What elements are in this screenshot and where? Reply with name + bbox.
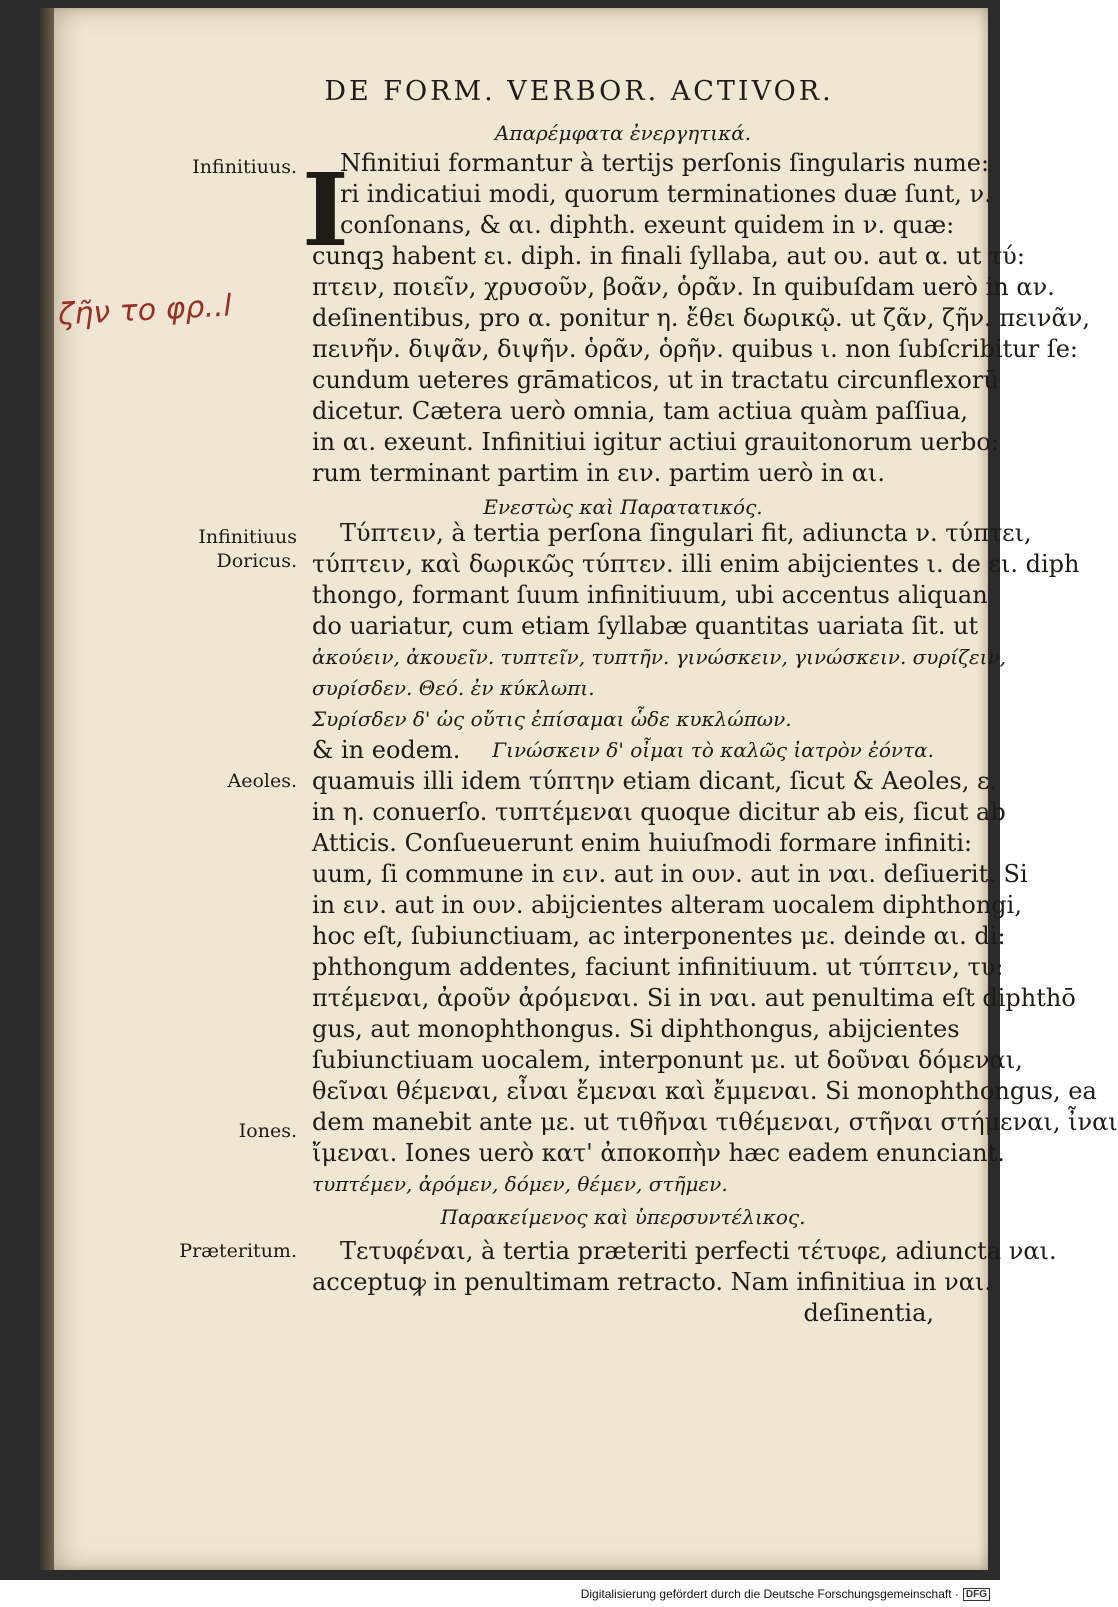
text-line: Τετυφέναι, à tertia præteriti perfecti τέτυφε, adiuncta ναι. xyxy=(340,1237,1057,1265)
margin-label-infinitiuus: Infinitiuus. xyxy=(192,156,297,178)
text-line: & in eodem. xyxy=(312,736,461,764)
text-line: in αι. exeunt. Infinitiui igitur actiui grauitonorum uerbo: xyxy=(312,428,999,456)
text-line: Τύπτειν, à tertia perſona ſingulari fit, adiuncta ν. τύπτει, xyxy=(340,519,1032,547)
text-line: ſubiunctiuam uocalem, interponunt με. ut δοῦναι δόμεναι, xyxy=(312,1046,1023,1074)
text-line: dicetur. Cætera uerò omnia, tam actiua quàm paſſiua, xyxy=(312,397,969,425)
text-line: Nfinitiui formantur à tertijs perſonis ſingularis nume: xyxy=(340,149,990,177)
margin-label-infinitiuus-doricus-1: Infinitiuus xyxy=(198,526,297,548)
text-line: dem manebit ante με. ut τιθῆναι τιθέμεναι, στῆναι στήμεναι, ἶναι xyxy=(312,1108,1118,1136)
text-line: πτέμεναι, ἀροῦν ἀρόμεναι. Si in ναι. aut penultima eſt diphthō xyxy=(312,984,1076,1012)
text-line: in ειν. aut in ουν. abijcientes alteram uocalem diphthongi, xyxy=(312,891,1022,919)
running-head: DE FORM. VERBOR. ACTIVOR. xyxy=(324,76,834,107)
footer-text: Digitalisierung gefördert durch die Deutsche Forschungsgemeinschaft · xyxy=(580,1587,959,1601)
text-line: deſinentibus, pro α. ponitur η. ἔθει δωρικῷ. ut ζᾶν, ζῆν. πεινᾶν, xyxy=(312,304,1090,332)
text-line: ἀκούειν, ἀκουεῖν. τυπτεῖν, τυπτῆν. γινώσκειν, γινώσκειν. συρίζειν, xyxy=(312,645,1006,669)
dfg-logo-icon: DFG xyxy=(963,1588,990,1601)
text-line: Atticis. Conſueuerunt enim huiuſmodi formare infiniti: xyxy=(312,829,973,857)
text-line: συρίσδεν. Θεό. ἐν κύκλωπι. xyxy=(312,676,595,700)
greek-heading-infinitive: Απαρέμφατα ἐνεργητικά. xyxy=(494,121,752,145)
greek-heading-perfect: Παρακείμενος καὶ ὑπερσυντέλικος. xyxy=(440,1205,806,1229)
text-line: cundum ueteres grāmaticos, ut in tractatu circunflexorū xyxy=(312,366,999,394)
text-line: quamuis illi idem τύπτην etiam dicant, ſicut & Aeoles, ε. xyxy=(312,767,998,795)
margin-label-praeteritum: Præteritum. xyxy=(179,1240,297,1262)
text-line: τύπτειν, καὶ δωρικῶς τύπτεν. illi enim abijcientes ι. de ει. diph xyxy=(312,550,1080,578)
text-line: do uariatur, cum etiam ſyllabæ quantitas uariata ſit. ut xyxy=(312,612,979,640)
text-line: uum, ſi commune in ειν. aut in ουν. aut in ναι. deſiuerit. Si xyxy=(312,860,1028,888)
margin-label-aeoles: Aeoles. xyxy=(227,770,297,792)
text-line: τυπτέμεν, ἀρόμεν, δόμεν, θέμεν, στῆμεν. xyxy=(312,1172,728,1196)
text-line: Συρίσδεν δ' ὡς οὔτις ἐπίσαμαι ὧδε κυκλώπων. xyxy=(312,707,792,731)
text-line: πτειν, ποιεῖν, χρυσοῦν, βοᾶν, ὁρᾶν. In quibuſdam uerò in αν. xyxy=(312,273,1055,301)
text-line: cunqꝫ habent ει. diph. in finali ſyllaba, aut ου. aut α. ut τύ: xyxy=(312,242,1025,270)
text-line: ri indicatiui modi, quorum terminationes duæ ſunt, ν. xyxy=(340,180,992,208)
greek-quote-line: Γινώσκειν δ' οἶμαι τὸ καλῶς ἰατρὸν ἐόντα. xyxy=(492,738,934,762)
page-gutter xyxy=(40,8,54,1570)
greek-heading-present: Ενεστὼς καὶ Παρατατικός. xyxy=(483,495,763,519)
text-line: gus, aut monophthongus. Si diphthongus, abijcientes xyxy=(312,1015,960,1043)
catchword: deſinentia, xyxy=(803,1299,934,1327)
text-line: phthongum addentes, faciunt infinitiuum. ut τύπτειν, τυ: xyxy=(312,953,1004,981)
text-line: θεῖναι θέμεναι, εἶναι ἔμεναι καὶ ἔμμεναι. Si monophthongus, ea xyxy=(312,1077,1097,1105)
text-line: ἴμεναι. Iones uerò κατ' ἀποκοπὴν hæc eadem enunciant. xyxy=(312,1139,1005,1167)
margin-label-infinitiuus-doricus-2: Doricus. xyxy=(216,550,297,572)
handwritten-annotation: ζῆν το φρ..l xyxy=(57,288,233,333)
text-line: conſonans, & αι. diphth. exeunt quidem in ν. quæ: xyxy=(340,211,955,239)
text-line: rum terminant partim in ειν. partim uerò in αι. xyxy=(312,459,885,487)
drop-capital: I xyxy=(302,151,349,269)
text-line: thongo, formant ſuum infinitiuum, ubi accentus aliquan xyxy=(312,581,988,609)
margin-label-iones: Iones. xyxy=(238,1120,297,1142)
text-line: πεινῆν. διψᾶν, διψῆν. ὁρᾶν, ὁρῆν. quibus ι. non ſubſcribitur ſe: xyxy=(312,335,1078,363)
text-line: acceptuꝙ in penultimam retracto. Nam infinitiua in ναι. xyxy=(312,1268,992,1296)
text-line: in η. conuerſo. τυπτέμεναι quoque dicitur ab eis, ſicut ab xyxy=(312,798,1006,826)
text-line: hoc eſt, ſubiunctiuam, ac interponentes με. deinde αι. di: xyxy=(312,922,1006,950)
book-page xyxy=(40,8,1118,1570)
digitization-footer xyxy=(581,1587,990,1601)
